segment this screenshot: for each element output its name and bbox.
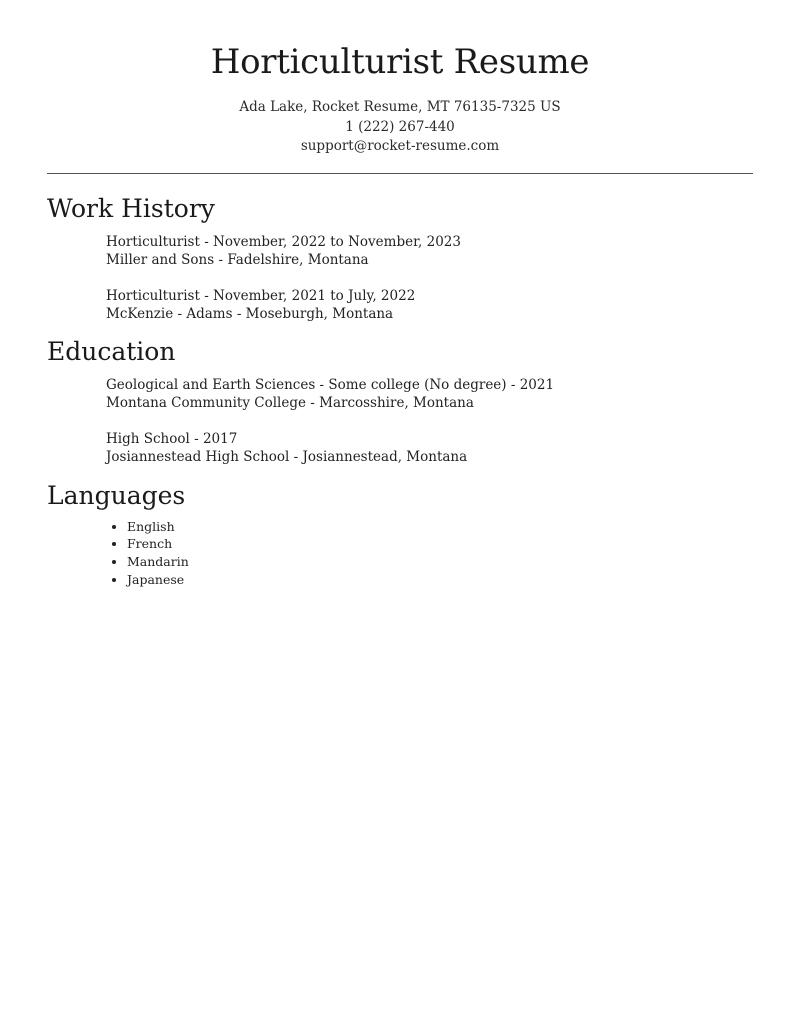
- work-history-section: [47, 193, 753, 324]
- contact-email: support@rocket-resume.com: [300, 138, 500, 154]
- work-entry-employer: McKenzie - Adams - Moseburgh, Montana: [106, 306, 394, 322]
- language-item: • French: [127, 535, 753, 553]
- education-entry: [106, 376, 753, 413]
- language-item: • Japanese: [127, 571, 753, 589]
- header-divider: [47, 173, 753, 174]
- work-entry: [106, 287, 753, 324]
- languages-list: [47, 518, 753, 589]
- resume-header: [47, 0, 753, 174]
- contact-address: Ada Lake, Rocket Resume, MT 76135-7325 US: [239, 99, 561, 115]
- work-entry-title: Horticulturist - November, 2021 to July, 2022: [106, 287, 416, 304]
- contact-info: [47, 98, 753, 157]
- language-item: • Mandarin: [127, 553, 753, 571]
- education-heading: Education: [47, 336, 176, 366]
- work-entry: [106, 233, 753, 270]
- language-item: • English: [127, 518, 753, 536]
- work-history-heading: Work History: [47, 193, 215, 223]
- education-entry: [106, 430, 753, 467]
- education-entry-school: Josiannestead High School - Josiannestead, Montana: [106, 449, 468, 465]
- page-title: Horticulturist Resume: [210, 42, 590, 82]
- education-entry-school: Montana Community College - Marcosshire, Montana: [106, 395, 474, 411]
- work-entry-employer: Miller and Sons - Fadelshire, Montana: [106, 252, 369, 268]
- work-entry-title: Horticulturist - November, 2022 to November, 2023: [106, 233, 461, 250]
- education-entry-degree: High School - 2017: [106, 430, 238, 447]
- languages-heading: Languages: [47, 480, 186, 510]
- languages-section: [47, 480, 753, 589]
- education-section: [47, 336, 753, 467]
- contact-phone: 1 (222) 267-440: [345, 118, 455, 135]
- education-entry-degree: Geological and Earth Sciences - Some college (No degree) - 2021: [106, 376, 555, 393]
